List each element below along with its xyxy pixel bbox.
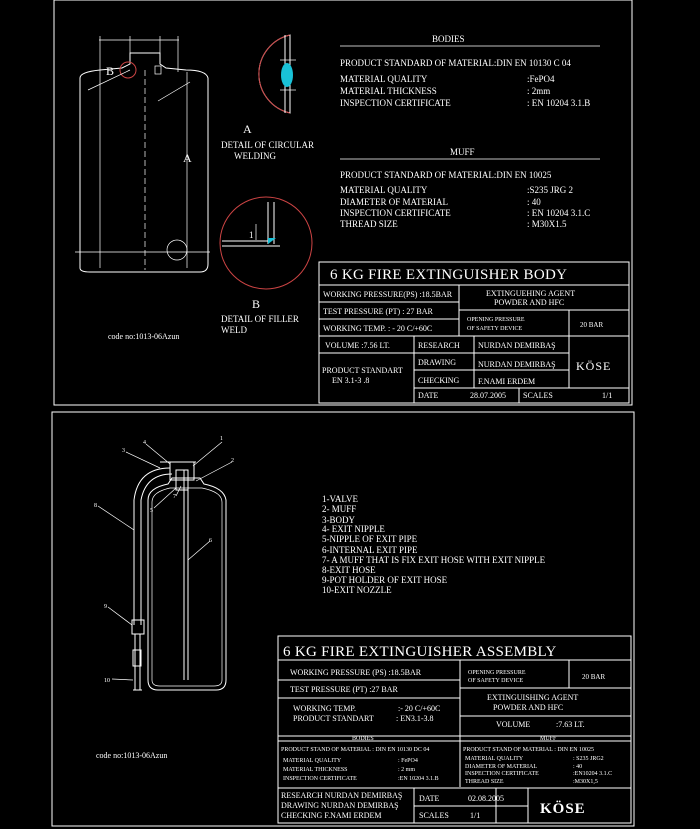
muff-row-value: :S235 JRG 2 [527, 185, 574, 195]
bodies-spec [340, 34, 600, 108]
sheet2-muff-value: :M30X1,5 [573, 779, 598, 785]
sheet-assembly [52, 412, 634, 826]
label-b-marker: B [106, 64, 115, 78]
sheet1-checking-name: F.NAMI ERDEM [478, 377, 536, 386]
sheet2-standard-label: PRODUCT STANDART [293, 714, 374, 723]
callout-4: 4 [143, 440, 146, 446]
sheet2-muff-value: : 40 [573, 764, 583, 770]
sheet2-agent-1: EXTINGUISHING AGENT [487, 693, 579, 702]
part-item: 9-POT HOLDER OF EXIT HOSE [322, 575, 448, 585]
bodies-standard: PRODUCT STANDARD OF MATERIAL:DIN EN 10130 C 04 [340, 58, 571, 68]
callout-6: 6 [209, 538, 212, 544]
muff-row-value: : M30X1.5 [527, 219, 567, 229]
detail-a-caption-1: DETAIL OF CIRCULAR [221, 140, 314, 150]
detail-a-caption-2: WELDING [234, 151, 276, 161]
sheet2-bodies-label: MATERIAL QUALITY [283, 758, 342, 764]
sheet1-date-label: DATE [418, 391, 439, 400]
muff-row-value: : 40 [527, 197, 541, 207]
title-block-body [319, 262, 629, 403]
label-a-marker: A [243, 122, 252, 136]
sheet2-volume-label: VOLUME [496, 720, 531, 729]
sheet1-test-pressure: TEST PRESSURE (PT) : 27 BAR [323, 307, 433, 316]
sheet1-brand: KÖSE [576, 359, 612, 373]
sheet2-muff-value: : S235 JRG2 [573, 756, 604, 762]
bodies-row-label: MATERIAL THICKNESS [340, 86, 437, 96]
part-item: 4- EXIT NIPPLE [322, 524, 385, 534]
filler-weld [268, 238, 276, 244]
sheet1-code: code no:1013-06Azun [108, 332, 180, 341]
sheet2-checking: CHECKING F.NAMI ERDEM [281, 811, 382, 820]
sheet2-brand: KÖSE [540, 801, 586, 817]
sheet2-opening-2: OF SAFETY DEVICE [468, 678, 524, 684]
detail-b-caption-1: DETAIL OF FILLER [221, 314, 299, 324]
sheet1-scales-label: SCALES [523, 391, 553, 400]
sheet1-drawing-label: DRAWING [418, 358, 457, 367]
sheet2-muff-head: MUFF [540, 736, 557, 742]
part-item: 6-INTERNAL EXIT PIPE [322, 545, 418, 555]
sheet1-opening-2: OF SAFETY DEVICE [467, 326, 523, 332]
sheet2-muff-std: PRODUCT STAND OF MATERIAL : DIN EN 10025 [463, 747, 595, 753]
sheet2-drawing: DRAWING NURDAN DEMIRBAŞ [281, 801, 399, 810]
sheet1-opening-1: OPENING PRESSURE [467, 317, 525, 323]
sheet1-checking-label: CHECKING [418, 376, 460, 385]
sheet2-muff-label: MATERIAL QUALITY [465, 756, 524, 762]
muff-row-label: MATERIAL QUALITY [340, 185, 428, 195]
sheet2-frame [52, 412, 634, 826]
sheet2-scales-label: SCALES [419, 811, 449, 820]
part-item: 8-EXIT HOSE [322, 565, 376, 575]
part-item: 2- MUFF [322, 504, 357, 514]
muff-row-label: INSPECTION CERTIFICATE [340, 208, 451, 218]
sheet2-scales: 1/1 [470, 811, 481, 820]
sheet2-muff-label: DIAMETER OF MATERIAL [465, 764, 537, 770]
sheet2-title: 6 KG FIRE EXTINGUISHER ASSEMBLY [283, 644, 557, 660]
detail-a [221, 35, 314, 161]
bodies-row-label: MATERIAL QUALITY [340, 74, 428, 84]
sheet2-bodies-label: MATERIAL THICKNESS [283, 767, 348, 773]
sheet1-scales: 1/1 [602, 391, 613, 400]
body-outline-view [75, 36, 210, 272]
parts-list [322, 494, 546, 595]
muff-row-value: : EN 10204 3.1.C [527, 208, 591, 218]
circular-weld [281, 63, 293, 87]
sheet2-test-pressure: TEST PRESSURE (PT) :27 BAR [290, 685, 398, 694]
sheet1-standard-value: EN 3.1-3 .8 [332, 376, 370, 385]
assembly-drawing [94, 436, 234, 690]
callout-9: 9 [104, 604, 107, 610]
sheet1-drawing-name: NURDAN DEMIRBAŞ [478, 360, 556, 369]
part-item: 5-NIPPLE OF EXIT PIPE [322, 534, 418, 544]
sheet2-bodies-value: : FePO4 [398, 758, 418, 764]
detail-b [220, 197, 312, 335]
sheet2-bodies-value: :EN 10204 3.1.B [398, 776, 439, 782]
sheet2-agent-2: POWDER AND HFC [493, 703, 564, 712]
muff-spec [340, 147, 600, 229]
part-item: 10-EXIT NOZZLE [322, 585, 392, 595]
callout-10: 10 [104, 678, 110, 684]
sheet2-volume: :7.63 LT. [556, 720, 585, 729]
detail-a-marker-circle [120, 62, 136, 78]
sheet1-agent-2: POWDER AND HFC [494, 298, 565, 307]
sheet2-working-temp-label: WORKING TEMP. [293, 704, 356, 713]
sheet1-title: 6 KG FIRE EXTINGUISHER BODY [330, 267, 568, 283]
callout-5: 5 [150, 508, 153, 514]
label-a-section: A [183, 151, 192, 165]
muff-standard: PRODUCT STANDARD OF MATERIAL:DIN EN 10025 [340, 170, 552, 180]
sheet2-bodies-std: PRODUCT STAND OF MATERIAL : DIN EN 10130 DC 04 [281, 747, 430, 753]
callout-3: 3 [122, 448, 125, 454]
bodies-row-value: : EN 10204 3.1.B [527, 98, 591, 108]
sheet1-volume: VOLUME :7.56 LT. [325, 341, 390, 350]
sheet1-research-label: RESEARCH [418, 341, 460, 350]
sheet2-bodies-label: INSPECTION CERTIFICATE [283, 776, 357, 782]
part-item: 7- A MUFF THAT IS FIX EXIT HOSE WITH EXIT NIPPLE [322, 555, 546, 565]
sheet2-muff-label: THREAD SIZE [465, 779, 504, 785]
muff-row-label: THREAD SIZE [340, 219, 398, 229]
bodies-row-value: :FePO4 [527, 74, 555, 84]
sheet2-working-pressure: WORKING PRESSURE (PS) :18.5BAR [290, 668, 422, 677]
muff-heading: MUFF [450, 147, 475, 157]
label-b-detail: B [252, 297, 261, 311]
bodies-row-value: : 2mm [527, 86, 551, 96]
sheet2-bodies-value: : 2 mm [398, 767, 416, 773]
sheet1-date: 28.07.2005 [470, 391, 506, 400]
part-item: 3-BODY [322, 515, 355, 525]
sheet2-opening-1: OPENING PRESSURE [468, 670, 526, 676]
sheet2-code: code no:1013-06Azun [96, 751, 168, 760]
sheet2-opening-value: 20 BAR [582, 673, 606, 681]
sheet1-standard-label: PRODUCT STANDART [322, 366, 403, 375]
sheet2-standard: : EN3.1-3.8 [396, 714, 434, 723]
sheet2-date-label: DATE [419, 794, 440, 803]
detail-b-caption-2: WELD [221, 325, 247, 335]
sheet1-agent-1: EXTINGUEHING AGENT [486, 289, 576, 298]
sheet1-working-temp: WORKING TEMP. : - 20 C/+60C [323, 324, 433, 333]
callout-8: 8 [94, 503, 97, 509]
sheet1-opening-value: 20 BAR [580, 321, 604, 329]
sheet1-research-name: NURDAN DEMIRBAŞ [478, 341, 556, 350]
callout-7: 7 [173, 494, 176, 500]
sheet2-working-temp: :- 20 C/+60C [398, 704, 441, 713]
sheet2-muff-label: INSPECTION CERTIFICATE [465, 771, 539, 777]
bodies-row-label: INSPECTION CERTIFICATE [340, 98, 451, 108]
detail-b-marker-circle [167, 240, 187, 260]
weld-mark: 1 [249, 230, 254, 240]
muff-row-label: DIAMETER OF MATERIAL [340, 197, 448, 207]
callout-2: 2 [231, 458, 234, 464]
sheet2-research: RESEARCH NURDAN DEMIRBAŞ [281, 791, 403, 800]
sheet-body [54, 0, 632, 405]
callout-1: 1 [220, 436, 223, 442]
part-item: 1-VALVE [322, 494, 359, 504]
sheet2-bodies-head: BODIES [352, 736, 374, 742]
sheet2-muff-value: :EN10204 3.1.C [573, 771, 613, 777]
sheet1-working-pressure: WORKING PRESSURE(PS) :18.5BAR [323, 290, 453, 299]
title-block-assembly [278, 636, 631, 823]
bodies-heading: BODIES [432, 34, 465, 44]
sheet2-date: 02.08.2005 [468, 794, 504, 803]
